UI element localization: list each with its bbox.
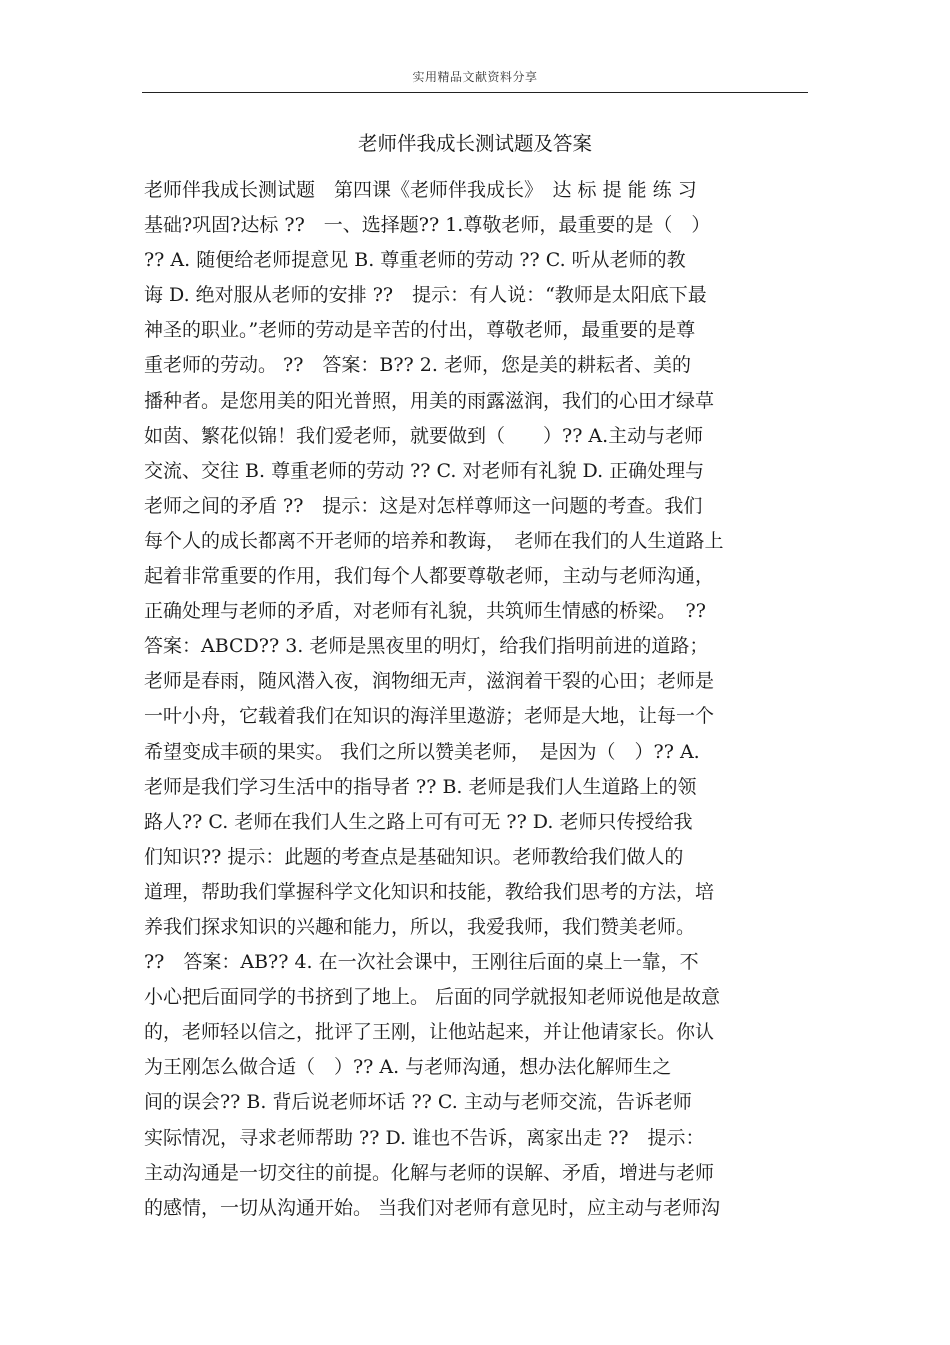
- page-header: 实用精品文献资料分享: [412, 70, 538, 84]
- text-line: 养我们探求知识的兴趣和能力，所以，我爱我师，我们赞美老师。: [144, 915, 696, 938]
- text-line: ?? A. 随便给老师提意见 B. 尊重老师的劳动 ?? C. 听从老师的教: [144, 249, 686, 272]
- text-line: 重老师的劳动。 ?? 答案：B?? 2. 老师，您是美的耕耘者、美的: [144, 354, 691, 377]
- text-line: 们知识?? 提示：此题的考查点是基础知识。老师教给我们做人的: [144, 845, 684, 868]
- text-line: 的，老师轻以信之，批评了王刚，让他站起来，并让他请家长。你认: [144, 1021, 715, 1044]
- text-line: 一叶小舟，它载着我们在知识的海洋里遨游；老师是大地，让每一个: [144, 705, 715, 728]
- text-line: 每个人的成长都离不开老师的培养和教诲， 老师在我们的人生道路上: [144, 529, 724, 552]
- text-line: 播种者。是您用美的阳光普照，用美的雨露滋润，我们的心田才绿草: [144, 389, 715, 412]
- text-line: 老师之间的矛盾 ?? 提示：这是对怎样尊师这一问题的考查。我们: [144, 494, 703, 517]
- text-line: 老师是我们学习生活中的指导者 ?? B. 老师是我们人生道路上的领: [144, 775, 697, 798]
- text-line: 诲 D. 绝对服从老师的安排 ?? 提示：有人说：“教师是太阳底下最: [144, 284, 707, 307]
- text-line: 起着非常重要的作用，我们每个人都要尊敬老师，主动与老师沟通，: [144, 565, 715, 588]
- text-line: 老师是春雨，随风潜入夜，润物细无声，滋润着干裂的心田；老师是: [144, 670, 715, 693]
- text-line: 神圣的职业。”老师的劳动是辛苦的付出，尊敬老师，最重要的是尊: [144, 319, 696, 342]
- document-body: [144, 173, 824, 1226]
- text-line: 主动沟通是一切交往的前提。化解与老师的误解、矛盾，增进与老师: [144, 1161, 715, 1184]
- text-line: 如茵、繁花似锦！我们爱老师，就要做到（ ）?? A.主动与老师: [144, 424, 704, 447]
- text-line: 基础?巩固?达标 ?? 一、选择题?? 1.尊敬老师，最重要的是（ ）: [144, 214, 711, 237]
- text-line: 道理，帮助我们掌握科学文化知识和技能，教给我们思考的方法，培: [144, 880, 715, 903]
- header-divider: [142, 92, 808, 93]
- text-line: 小心把后面同学的书挤到了地上。 后面的同学就报知老师说他是故意: [144, 986, 721, 1009]
- text-line: 间的误会?? B. 背后说老师坏话 ?? C. 主动与老师交流，告诉老师: [144, 1091, 692, 1114]
- text-line: 希望变成丰硕的果实。 我们之所以赞美老师， 是因为（ ）?? A.: [144, 740, 700, 763]
- text-line: 交流、交往 B. 尊重老师的劳动 ?? C. 对老师有礼貌 D. 正确处理与: [144, 459, 705, 482]
- text-line: 路人?? C. 老师在我们人生之路上可有可无 ?? D. 老师只传授给我: [144, 810, 693, 833]
- text-line: 实际情况，寻求老师帮助 ?? D. 谁也不告诉，离家出走 ?? 提示：: [144, 1126, 705, 1149]
- text-line: 的感情，一切从沟通开始。 当我们对老师有意见时，应主动与老师沟: [144, 1196, 721, 1219]
- text-line: 老师伴我成长测试题 第四课《老师伴我成长》 达 标 提 能 练 习: [144, 179, 697, 201]
- text-line: 正确处理与老师的矛盾，对老师有礼貌，共筑师生情感的桥梁。 ??: [144, 600, 706, 623]
- text-line: 为王刚怎么做合适（ ）?? A. 与老师沟通，想办法化解师生之: [144, 1056, 672, 1079]
- document-title: 老师伴我成长测试题及答案: [357, 132, 592, 155]
- text-line: 答案：ABCD?? 3. 老师是黑夜里的明灯，给我们指明前进的道路；: [144, 635, 709, 658]
- text-line: ?? 答案：AB?? 4. 在一次社会课中，王刚往后面的桌上一靠，不: [144, 951, 699, 974]
